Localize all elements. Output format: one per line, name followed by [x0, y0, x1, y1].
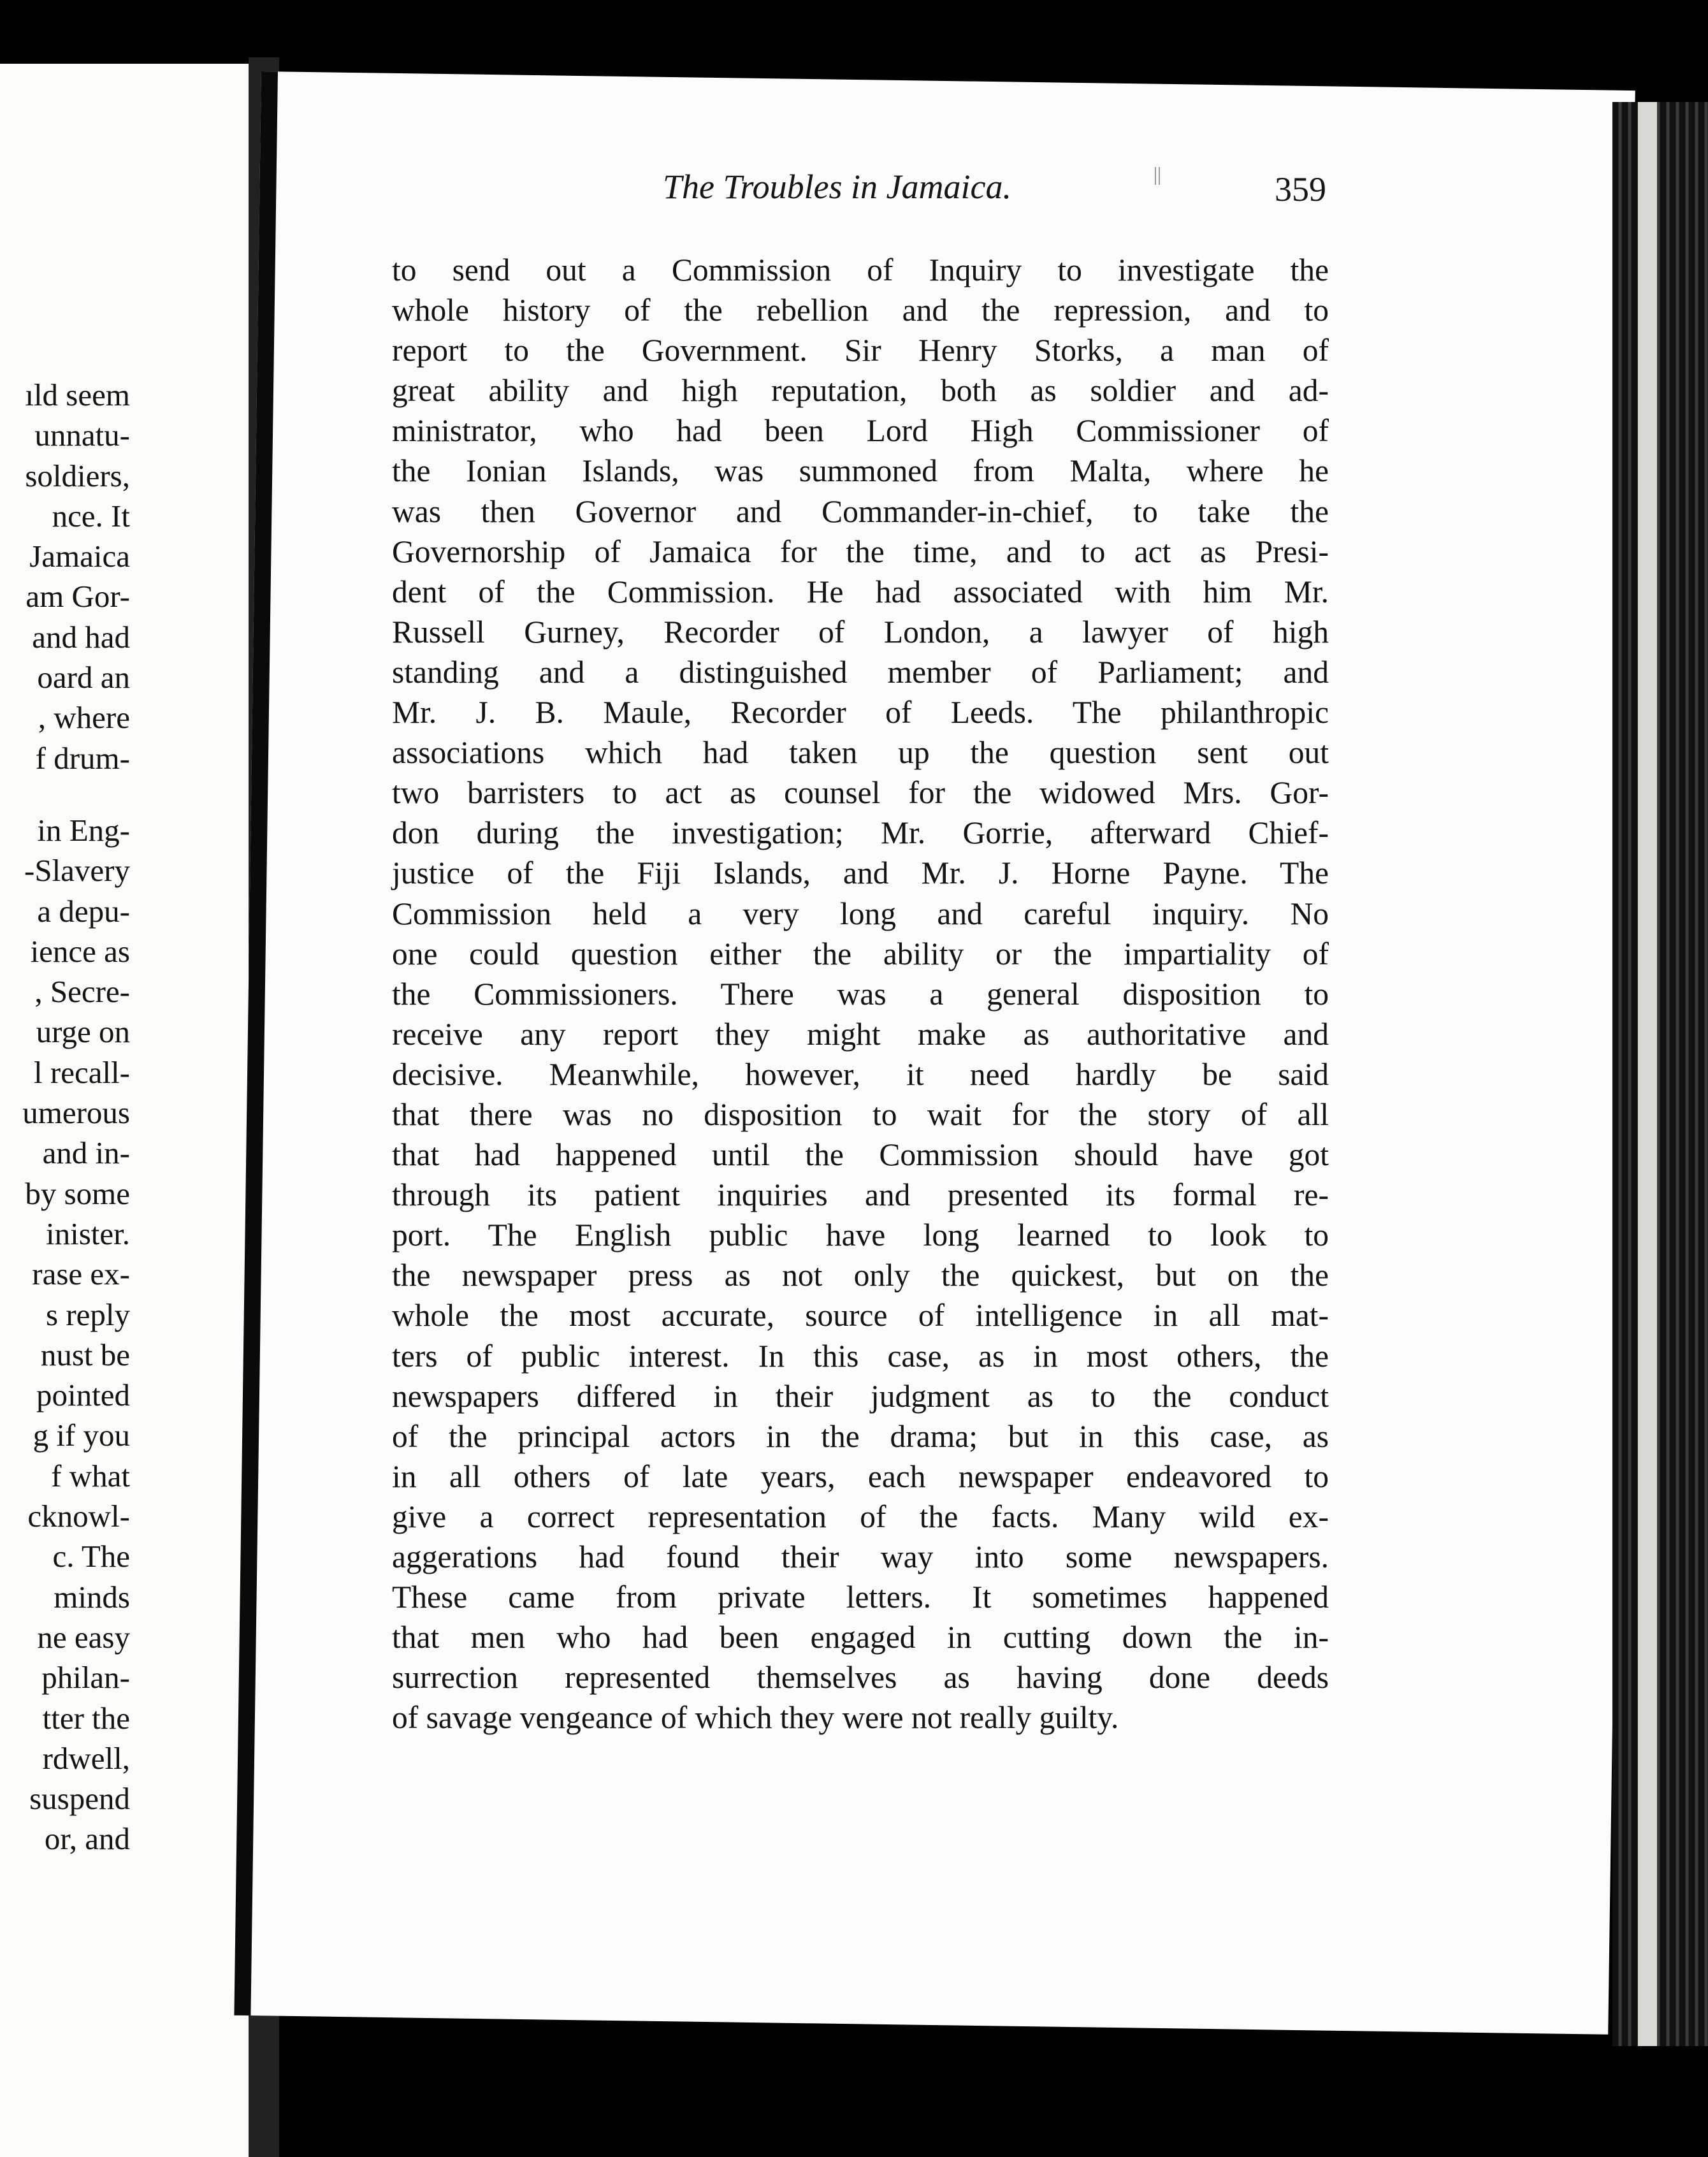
- left-line: ıld seem: [25, 377, 130, 412]
- text-line: don during the investigation; Mr. Gorrie, afterward Chief-: [392, 815, 1329, 851]
- left-line: f what: [51, 1458, 130, 1493]
- left-line: philan-: [41, 1660, 130, 1696]
- text-line: whole the most accurate, source of intelligence in all mat-: [392, 1298, 1329, 1333]
- left-line: soldiers,: [25, 458, 130, 493]
- left-page: [0, 64, 255, 2157]
- left-line: Jamaica: [29, 539, 130, 574]
- left-line: by some: [25, 1175, 130, 1211]
- left-line: nust be: [40, 1337, 130, 1372]
- left-line: cknowl-: [27, 1499, 130, 1534]
- text-line: the Ionian Islands, was summoned from Malta, where he: [392, 453, 1329, 489]
- text-line: give a correct representation of the facts. Many wild ex-: [392, 1499, 1329, 1534]
- left-line: s reply: [46, 1296, 130, 1332]
- text-line: great ability and high reputation, both as soldier and ad-: [392, 373, 1329, 409]
- left-line: rase ex-: [32, 1256, 130, 1292]
- text-line: Commission held a very long and careful inquiry. No: [392, 896, 1329, 931]
- text-line: report to the Government. Sir Henry Storks, a man of: [392, 333, 1329, 368]
- running-title: The Troubles in Jamaica.: [663, 168, 1011, 206]
- body-text: [392, 250, 1329, 1738]
- left-line: f drum-: [35, 740, 130, 776]
- page-edges: [1612, 102, 1708, 2046]
- text-line: whole history of the rebellion and the repression, and to: [392, 293, 1329, 328]
- left-line: in Eng-: [37, 812, 130, 848]
- text-line: decisive. Meanwhile, however, it need hardly be said: [392, 1056, 1329, 1092]
- text-line: through its patient inquiries and presented its formal re-: [392, 1177, 1329, 1213]
- text-line: Governorship of Jamaica for the time, and to act as Presi-: [392, 534, 1329, 569]
- text-line: associations which had taken up the question sent out: [392, 735, 1329, 771]
- text-line: receive any report they might make as authoritative and: [392, 1016, 1329, 1052]
- left-line: oard an: [37, 660, 130, 695]
- left-line: and in-: [42, 1135, 130, 1171]
- left-line: inister.: [45, 1216, 130, 1251]
- text-line: to send out a Commission of Inquiry to investigate the: [392, 252, 1329, 287]
- left-line: nce. It: [52, 498, 130, 534]
- left-line: ience as: [30, 933, 130, 969]
- text-line: was then Governor and Commander-in-chief, to take the: [392, 493, 1329, 529]
- text-line: standing and a distinguished member of Parliament; and: [392, 654, 1329, 690]
- text-line: the newspaper press as not only the quickest, but on the: [392, 1258, 1329, 1293]
- text-line: Mr. J. B. Maule, Recorder of Leeds. The philanthropic: [392, 695, 1329, 730]
- left-line: pointed: [36, 1377, 130, 1413]
- text-line: Russell Gurney, Recorder of London, a lawyer of high: [392, 614, 1329, 650]
- left-line: umerous: [22, 1095, 130, 1131]
- left-line: minds: [54, 1579, 130, 1615]
- text-line: one could question either the ability or the impartiality of: [392, 936, 1329, 971]
- text-line: ters of public interest. In this case, as in most others, the: [392, 1338, 1329, 1374]
- text-line: that had happened until the Commission should have got: [392, 1137, 1329, 1173]
- left-page-text: [22, 375, 130, 1859]
- text-line: surrection represented themselves as having done deeds: [392, 1660, 1329, 1696]
- text-line: dent of the Commission. He had associated with him Mr.: [392, 574, 1329, 609]
- left-line: and had: [32, 619, 130, 655]
- left-line: urge on: [36, 1014, 130, 1050]
- text-line: port. The English public have long learned to look to: [392, 1217, 1329, 1253]
- left-line: or, and: [44, 1821, 130, 1857]
- left-line: rdwell,: [42, 1740, 130, 1776]
- text-line: of the principal actors in the drama; but in this case, as: [392, 1418, 1329, 1454]
- left-line: , where: [38, 700, 130, 736]
- text-line: two barristers to act as counsel for the widowed Mrs. Gor-: [392, 775, 1329, 811]
- left-line: c. The: [52, 1539, 130, 1574]
- page-edge-strip: [1638, 102, 1657, 2046]
- left-line: am Gor-: [25, 579, 130, 614]
- text-line: ministrator, who had been Lord High Commissioner of: [392, 413, 1329, 449]
- text-line: newspapers differed in their judgment as to the conduct: [392, 1378, 1329, 1414]
- text-line: aggerations had found their way into some newspapers.: [392, 1539, 1329, 1574]
- left-line: -Slavery: [24, 853, 130, 889]
- text-line: justice of the Fiji Islands, and Mr. J. Horne Payne. The: [392, 855, 1329, 891]
- text-line: that there was no disposition to wait for the story of all: [392, 1096, 1329, 1132]
- left-line: tter the: [42, 1700, 130, 1736]
- text-line: the Commissioners. There was a general disposition to: [392, 976, 1329, 1012]
- left-line: g if you: [33, 1418, 130, 1453]
- left-line: l recall-: [34, 1054, 130, 1090]
- text-line: that men who had been engaged in cutting down the in-: [392, 1620, 1329, 1655]
- text-line: of savage vengeance of which they were not really guilty.: [392, 1700, 1119, 1736]
- text-line: in all others of late years, each newspaper endeavored to: [392, 1458, 1329, 1494]
- left-line: , Secre-: [34, 974, 130, 1010]
- page-number: 359: [1275, 170, 1326, 208]
- text-line: These came from private letters. It sometimes happened: [392, 1580, 1329, 1615]
- left-line: suspend: [29, 1781, 130, 1817]
- left-line: unnatu-: [34, 418, 130, 453]
- left-line: a depu-: [37, 893, 130, 929]
- left-line: ne easy: [37, 1619, 130, 1655]
- running-head: [389, 167, 1345, 218]
